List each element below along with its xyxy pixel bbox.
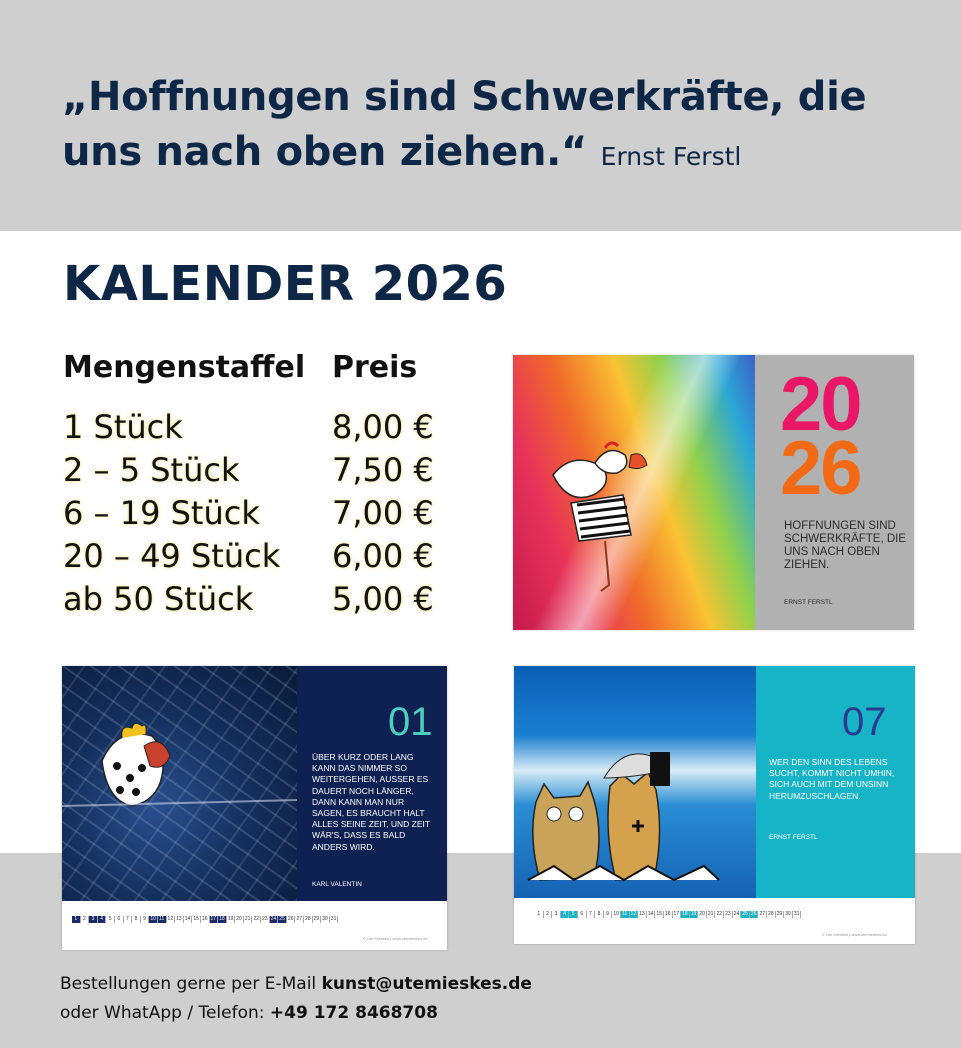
day-cell: 23 bbox=[261, 916, 270, 923]
day-cell: 5 bbox=[106, 916, 115, 923]
day-cell: 18 bbox=[218, 916, 227, 923]
cover-quote: HOFFNUNGEN SIND SCHWERKRÄFTE, DIE UNS NACH OBEN ZIEHEN. bbox=[784, 520, 907, 571]
day-cell: 14 bbox=[647, 911, 656, 918]
january-author: KARL VALENTIN bbox=[312, 881, 362, 888]
day-cell: 29 bbox=[313, 916, 322, 923]
price-row-price: 7,00 € bbox=[332, 494, 434, 532]
day-cell: 7 bbox=[124, 916, 133, 923]
day-cell: 8 bbox=[595, 911, 604, 918]
day-cell: 11 bbox=[621, 911, 630, 918]
day-cell: 3 bbox=[552, 911, 561, 918]
contact-phone-line bbox=[60, 1003, 438, 1023]
cover-text-layer bbox=[513, 355, 914, 630]
price-header-price: Preis bbox=[332, 350, 418, 385]
day-cell: 19 bbox=[690, 911, 699, 918]
january-artwork bbox=[62, 666, 297, 901]
day-cell: 3 bbox=[89, 916, 98, 923]
quote-line-2 bbox=[62, 125, 922, 184]
day-cell: 31 bbox=[793, 911, 802, 918]
day-cell: 4 bbox=[98, 916, 107, 923]
contact-email-link[interactable]: kunst@utemieskes.de bbox=[321, 974, 532, 994]
day-cell: 17 bbox=[210, 916, 219, 923]
quote-line-1: „Hoffnungen sind Schwerkräfte, die bbox=[62, 74, 867, 120]
day-cell: 2 bbox=[81, 916, 90, 923]
day-cell: 17 bbox=[673, 911, 682, 918]
contact-phone-label: oder WhatApp / Telefon: bbox=[60, 1003, 270, 1023]
day-cell: 9 bbox=[141, 916, 150, 923]
quote-text bbox=[62, 70, 922, 184]
july-quote: WER DEN SINN DES LEBENS SUCHT, KOMMT NICHT UMHIN, SICH AUCH MIT DEM UNSINN HERUMZUSCHLAGEN. bbox=[769, 757, 895, 801]
price-row-price: 6,00 € bbox=[332, 537, 434, 575]
day-cell: 21 bbox=[707, 911, 716, 918]
day-cell: 30 bbox=[321, 916, 330, 923]
day-cell: 16 bbox=[664, 911, 673, 918]
day-cell: 28 bbox=[767, 911, 776, 918]
price-row-qty: 20 – 49 Stück bbox=[63, 537, 281, 575]
january-quote: ÜBER KURZ ODER LANG KANN DAS NIMMER SO WEITERGEHEN, AUSSER ES DAUERT NOCH LÄNGER, DANN KANN MAN NUR SAGEN, ES BRAUCHT HALT ALLES SEINE ZEIT, UND ZEIT WÄR'S, DASS ES BALD ANDERS WIRD. bbox=[312, 752, 430, 852]
contact-phone-number[interactable]: +49 172 8468708 bbox=[269, 1003, 438, 1023]
day-cell: 22 bbox=[715, 911, 724, 918]
month-number-january: 01 bbox=[388, 700, 433, 744]
day-cell: 13 bbox=[175, 916, 184, 923]
price-row-price: 5,00 € bbox=[332, 580, 434, 618]
price-row-price: 8,00 € bbox=[332, 408, 434, 446]
day-cell: 9 bbox=[604, 911, 613, 918]
day-cell: 6 bbox=[578, 911, 587, 918]
day-cell: 20 bbox=[698, 911, 707, 918]
day-cell: 18 bbox=[681, 911, 690, 918]
price-row-qty: 1 Stück bbox=[63, 408, 183, 446]
day-cell: 13 bbox=[638, 911, 647, 918]
day-cell: 10 bbox=[612, 911, 621, 918]
day-cell: 5 bbox=[569, 911, 578, 918]
july-artwork bbox=[514, 666, 756, 898]
day-cell: 19 bbox=[227, 916, 236, 923]
cats-illustration bbox=[514, 666, 756, 898]
quote-line-2-text: uns nach oben ziehen.“ bbox=[62, 129, 588, 175]
day-cell: 12 bbox=[630, 911, 639, 918]
day-cell: 25 bbox=[278, 916, 287, 923]
day-cell: 1 bbox=[535, 911, 544, 918]
contact-email-line bbox=[60, 974, 532, 994]
day-cell: 30 bbox=[784, 911, 793, 918]
day-cell: 23 bbox=[724, 911, 733, 918]
day-cell: 12 bbox=[167, 916, 176, 923]
july-footer: © Ute Mieskes | www.utemieskes.de bbox=[822, 932, 887, 937]
price-row-qty: ab 50 Stück bbox=[63, 580, 254, 618]
day-cell: 22 bbox=[252, 916, 261, 923]
page-title: KALENDER 2026 bbox=[63, 256, 508, 312]
day-cell: 10 bbox=[149, 916, 158, 923]
day-cell: 6 bbox=[115, 916, 124, 923]
price-row-qty: 6 – 19 Stück bbox=[63, 494, 260, 532]
january-footer: © Ute Mieskes | www.utemieskes.de bbox=[363, 936, 428, 941]
day-cell: 24 bbox=[270, 916, 279, 923]
day-cell: 31 bbox=[330, 916, 339, 923]
cover-year-bottom: 26 bbox=[780, 426, 861, 511]
day-cell: 1 bbox=[72, 916, 81, 923]
day-cell: 2 bbox=[544, 911, 553, 918]
contact-email-label: Bestellungen gerne per E-Mail bbox=[60, 974, 322, 994]
july-day-strip bbox=[535, 911, 801, 918]
day-cell: 14 bbox=[184, 916, 193, 923]
day-cell: 21 bbox=[244, 916, 253, 923]
day-cell: 20 bbox=[235, 916, 244, 923]
day-cell: 27 bbox=[295, 916, 304, 923]
day-cell: 16 bbox=[201, 916, 210, 923]
july-author: ERNST FERSTL bbox=[769, 834, 818, 841]
quote-author: Ernst Ferstl bbox=[600, 142, 742, 171]
cover-year-top: 20 bbox=[780, 362, 861, 447]
day-cell: 29 bbox=[776, 911, 785, 918]
day-cell: 24 bbox=[733, 911, 742, 918]
day-cell: 11 bbox=[158, 916, 167, 923]
day-cell: 28 bbox=[304, 916, 313, 923]
day-cell: 27 bbox=[758, 911, 767, 918]
price-row-qty: 2 – 5 Stück bbox=[63, 451, 240, 489]
day-cell: 15 bbox=[655, 911, 664, 918]
cover-author: ERNST FERSTL bbox=[784, 599, 833, 606]
day-cell: 7 bbox=[587, 911, 596, 918]
bird-illustration bbox=[62, 666, 297, 901]
price-header-quantity: Mengenstaffel bbox=[63, 350, 306, 385]
day-cell: 8 bbox=[132, 916, 141, 923]
day-cell: 4 bbox=[561, 911, 570, 918]
day-cell: 25 bbox=[741, 911, 750, 918]
month-number-july: 07 bbox=[842, 700, 887, 744]
price-row-price: 7,50 € bbox=[332, 451, 434, 489]
day-cell: 26 bbox=[750, 911, 759, 918]
january-day-strip bbox=[72, 916, 338, 923]
day-cell: 15 bbox=[192, 916, 201, 923]
day-cell: 26 bbox=[287, 916, 296, 923]
